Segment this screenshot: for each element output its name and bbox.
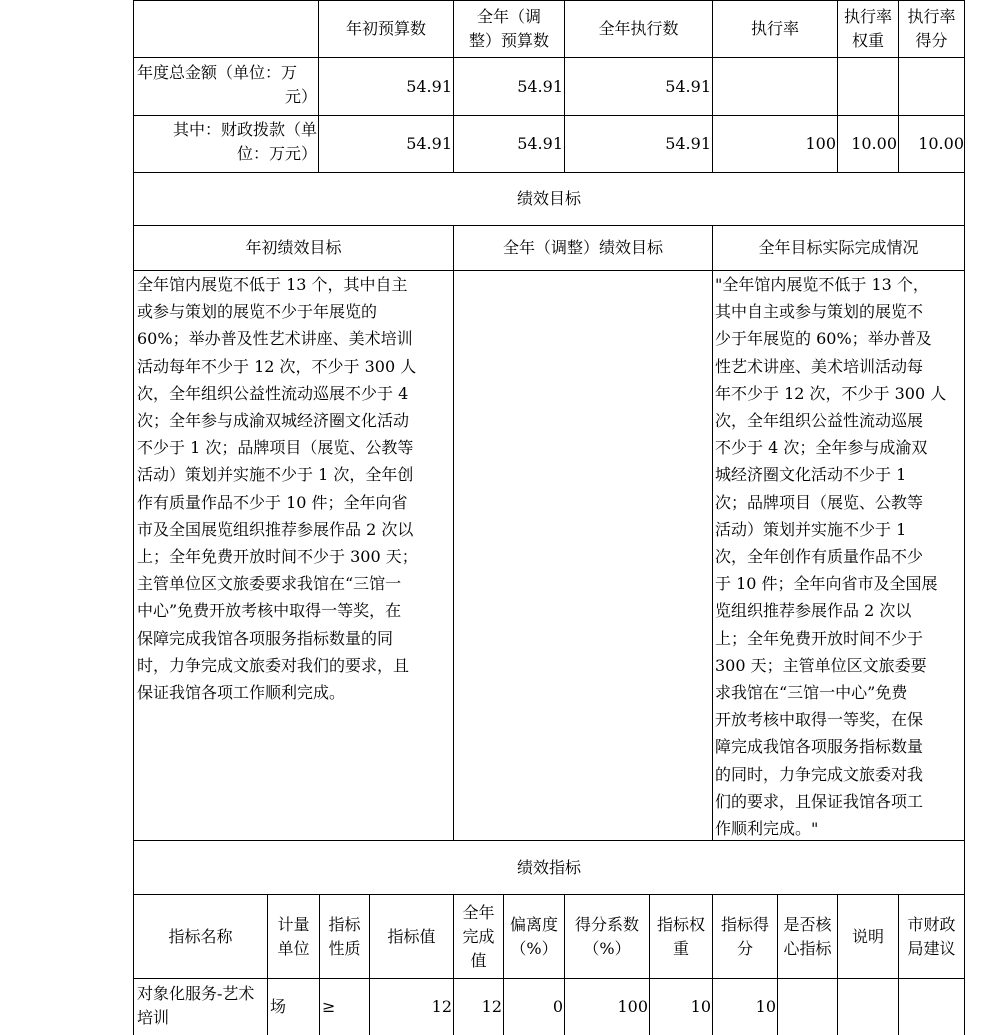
- ind-header-coef: [565, 895, 649, 978]
- ind-header-weight-line1: 指标权: [656, 914, 705, 934]
- total-amount-label-line2: 元）: [284, 87, 317, 106]
- indicator-deviation: 0: [552, 997, 563, 1016]
- goals-col-adjusted: 全年（调整）绩效目标: [502, 238, 663, 257]
- grid-line: [133, 0, 965, 1]
- indicator-weight: 10: [690, 997, 711, 1016]
- ind-header-score: [713, 895, 777, 978]
- initial-goals-line: 作有质量作品不少于 10 件；全年向省: [137, 492, 408, 512]
- indicator-name-line2: 培训: [137, 1008, 170, 1027]
- fiscal-allocation-label: [137, 118, 317, 166]
- ind-header-coef-line2: （%）: [583, 938, 631, 958]
- initial-goals-line: 活动）策划并实施不少于 1 次，全年创: [137, 465, 414, 485]
- ind-header-unit: [268, 895, 319, 978]
- initial-goals-line: 时，力争完成文旅委对我们的要求，且: [137, 655, 410, 675]
- total-adjusted-value: 54.91: [517, 76, 563, 96]
- ind-header-deviation: [504, 895, 564, 978]
- header-execution-rate: 执行率: [750, 18, 799, 38]
- actual-goals-line: 次，全年创作有质量作品不少: [715, 547, 924, 567]
- ind-header-deviation-line2: （%）: [510, 938, 558, 958]
- actual-goals-line: 年不少于 12 次，不少于 300 人: [715, 383, 947, 403]
- initial-goals-line: 主管单位区文旅委要求我馆在“三馆一: [137, 574, 402, 594]
- header-rate-score-line1: 执行率: [907, 7, 956, 26]
- actual-goals-line: 少于年展览的 60%；举办普及: [715, 329, 932, 349]
- actual-goals-line: 次；品牌项目（展览、公教等: [715, 492, 924, 512]
- total-initial-value: 54.91: [406, 76, 452, 96]
- header-rate-weight-line2: 权重: [851, 31, 884, 50]
- goals-col-initial: 年初绩效目标: [245, 238, 342, 257]
- actual-goals-line: 性艺术讲座、美术培训活动每: [715, 356, 924, 376]
- ind-header-unit-line2: 单位: [277, 938, 310, 958]
- ind-header-nature-line1: 指标: [328, 914, 361, 934]
- actual-goals-text: [715, 271, 963, 842]
- fiscal-adjusted-value: 54.91: [517, 134, 563, 153]
- indicator-completed: 12: [481, 997, 502, 1016]
- total-amount-label-line1: 年度总金额（单位：万: [137, 63, 298, 82]
- actual-goals-line: 开放考核中取得一等奖，在保: [715, 710, 924, 730]
- indicator-value: 12: [431, 997, 452, 1016]
- ind-header-core-line1: 是否核: [783, 914, 832, 934]
- total-amount-label: [137, 61, 317, 109]
- ind-header-core-line2: 心指标: [783, 938, 832, 958]
- ind-header-advice-line1: 市财政: [907, 914, 956, 934]
- initial-goals-line: 中心”免费开放考核中取得一等奖，在: [137, 601, 402, 621]
- actual-goals-line: 300 天；主管单位区文旅委要: [715, 655, 927, 675]
- actual-goals-line: 次，全年组织公益性流动巡展: [715, 411, 924, 431]
- indicator-name: [137, 982, 267, 1030]
- actual-goals-line: 其中自主或参与策划的展览不: [715, 302, 924, 322]
- goals-col-actual: 全年目标实际完成情况: [758, 238, 919, 257]
- actual-goals-line: 不少于 4 次；全年参与成渝双: [715, 438, 928, 458]
- ind-header-nature-line2: 性质: [328, 938, 361, 958]
- fiscal-score-value: 10.00: [918, 134, 964, 153]
- ind-header-advice: [899, 895, 964, 978]
- ind-header-completed-line3: 值: [470, 950, 487, 970]
- actual-goals-line: 的同时，力争完成文旅委对我: [715, 764, 924, 784]
- ind-header-note: 说明: [851, 926, 884, 946]
- ind-header-coef-line1: 得分系数: [574, 914, 639, 934]
- header-rate-score: [899, 4, 964, 54]
- ind-header-unit-line1: 计量: [277, 914, 310, 934]
- ind-header-advice-line2: 局建议: [907, 938, 956, 958]
- initial-goals-line: 60%；举办普及性艺术讲座、美术培训: [137, 329, 413, 349]
- fiscal-weight-value: 10.00: [851, 134, 897, 153]
- ind-header-name: 指标名称: [168, 926, 233, 946]
- ind-header-weight: [650, 895, 712, 978]
- total-executed-value: 54.91: [665, 76, 711, 96]
- actual-goals-line: 城经济圈文化活动不少于 1: [715, 465, 907, 485]
- ind-header-completed-line1: 全年: [462, 902, 495, 922]
- actual-goals-line: 作顺利完成。": [715, 819, 819, 839]
- fiscal-executed-value: 54.91: [665, 134, 711, 153]
- header-rate-score-line2: 得分: [915, 31, 948, 50]
- header-executed: 全年执行数: [598, 18, 679, 38]
- ind-header-score-line2: 分: [736, 938, 753, 958]
- initial-goals-line: 保证我馆各项工作顺利完成。: [137, 683, 346, 703]
- indicator-nature: ≥: [322, 997, 336, 1016]
- ind-header-completed-line2: 完成: [462, 926, 495, 946]
- fiscal-allocation-label-line1: 其中：财政拨款（单: [172, 120, 317, 139]
- initial-goals-text: [137, 271, 451, 706]
- header-adjusted-budget: [454, 4, 564, 54]
- initial-goals-line: 上；全年免费开放时间不少于 300 天；: [137, 547, 418, 567]
- goals-section-title: 绩效目标: [516, 189, 581, 208]
- initial-goals-line: 次；全年参与成渝双城经济圈文化活动: [137, 411, 410, 431]
- actual-goals-line: 于 10 件；全年向省市及全国展: [715, 574, 938, 594]
- actual-goals-line: 活动）策划并实施不少于 1: [715, 519, 907, 539]
- ind-header-weight-line2: 重: [672, 938, 689, 958]
- ind-header-completed: [454, 895, 503, 978]
- actual-goals-line: "全年馆内展览不低于 13 个，: [715, 275, 929, 294]
- ind-header-nature: [320, 895, 369, 978]
- initial-goals-line: 或参与策划的展览不少于年展览的: [137, 302, 378, 322]
- fiscal-allocation-label-line2: 位：万元）: [236, 144, 317, 163]
- fiscal-initial-value: 54.91: [406, 134, 452, 153]
- indicator-unit: 场: [270, 997, 287, 1016]
- ind-header-deviation-line1: 偏离度: [509, 914, 558, 934]
- initial-goals-line: 市及全国展览组织推荐参展作品 2 次以: [137, 519, 414, 539]
- indicator-name-line1: 对象化服务-艺术: [137, 984, 255, 1003]
- header-adjusted-budget-line2: 整）预算数: [468, 31, 549, 50]
- grid-line: [453, 225, 454, 840]
- actual-goals-line: 览组织推荐参展作品 2 次以: [715, 601, 912, 621]
- actual-goals-line: 障完成我馆各项服务指标数量: [715, 737, 924, 757]
- header-adjusted-budget-line1: 全年（调: [476, 7, 541, 26]
- indicator-coef: 100: [617, 997, 648, 1016]
- ind-header-value: 指标值: [387, 926, 436, 946]
- initial-goals-line: 全年馆内展览不低于 13 个，其中自主: [137, 275, 408, 294]
- actual-goals-line: 求我馆在“三馆一中心”免费: [715, 683, 908, 703]
- indicators-section-title: 绩效指标: [516, 857, 581, 877]
- header-initial-budget: 年初预算数: [345, 18, 426, 38]
- actual-goals-line: 上；全年免费开放时间不少于: [715, 628, 924, 648]
- fiscal-rate-value: 100: [805, 134, 836, 153]
- initial-goals-line: 活动每年不少于 12 次，不少于 300 人: [137, 356, 417, 376]
- grid-line: [712, 225, 713, 840]
- grid-line: [964, 0, 965, 1035]
- ind-header-core: [778, 895, 837, 978]
- initial-goals-line: 保障完成我馆各项服务指标数量的同: [137, 628, 394, 648]
- grid-line: [133, 978, 965, 979]
- ind-header-score-line1: 指标得: [720, 914, 769, 934]
- initial-goals-line: 不少于 1 次；品牌项目（展览、公教等: [137, 438, 414, 458]
- header-rate-weight: [838, 4, 898, 54]
- actual-goals-line: 们的要求，且保证我馆各项工: [715, 791, 924, 811]
- initial-goals-line: 次，全年组织公益性流动巡展不少于 4: [137, 383, 409, 403]
- indicator-score: 10: [755, 997, 776, 1016]
- header-rate-weight-line1: 执行率: [843, 7, 892, 26]
